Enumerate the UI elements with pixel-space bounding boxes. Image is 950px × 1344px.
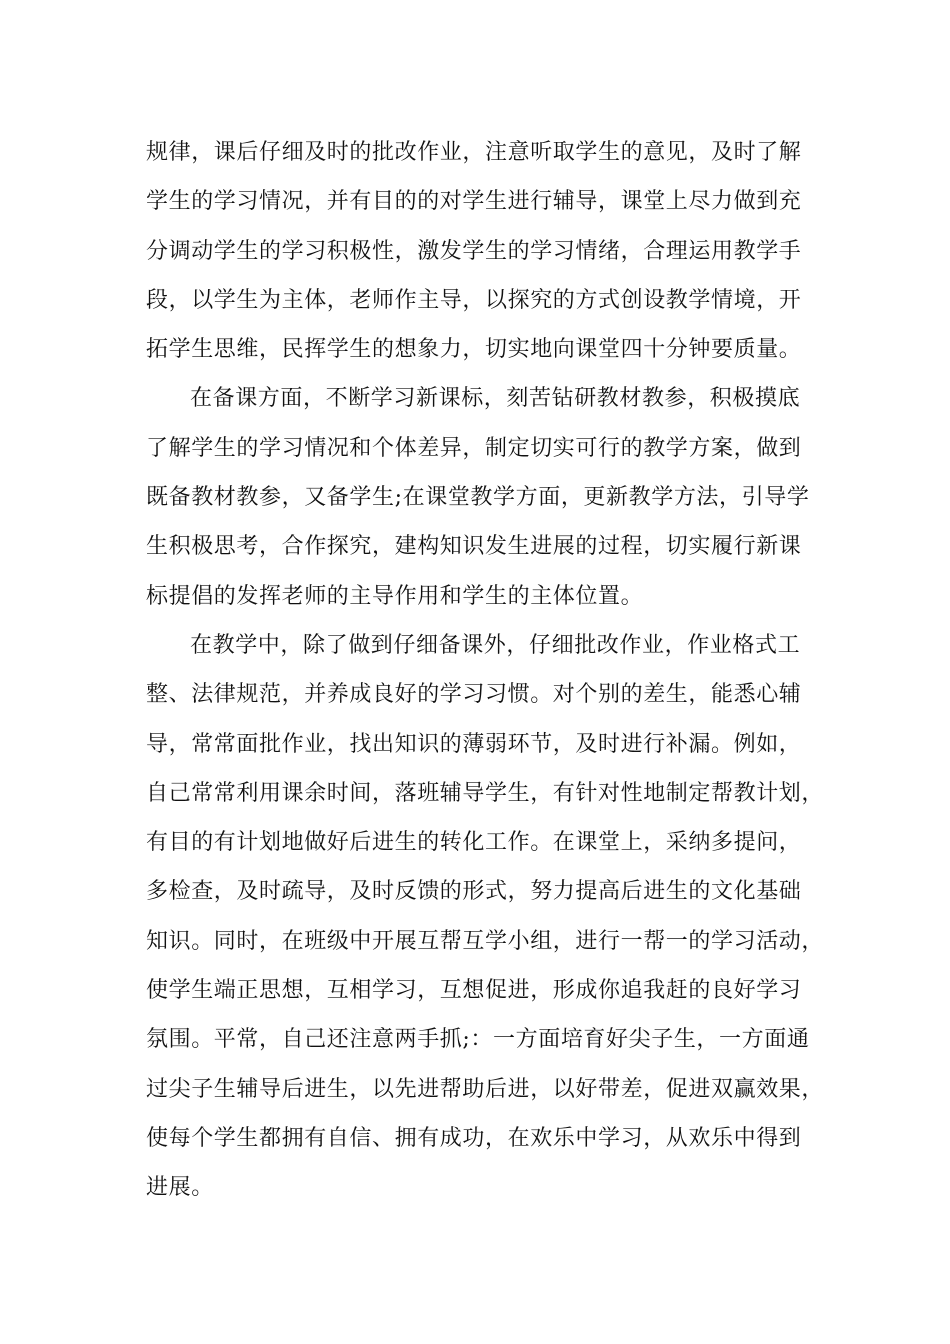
text-line: 有目的有计划地做好后进生的转化工作。在课堂上，采纳多提问， xyxy=(146,830,802,856)
text-line: 拓学生思维，民挥学生的想象力，切实地向课堂四十分钟要质量。 xyxy=(146,337,802,363)
text-line: 段，以学生为主体，老师作主导，以探究的方式创设教学情境，开 xyxy=(146,287,802,313)
text-line: 进展。 xyxy=(146,1175,214,1201)
paragraph-start-line: 在教学中，除了做到仔细备课外，仔细批改作业，作业格式工 xyxy=(190,632,801,658)
text-line: 生积极思考，合作探究，建构知识发生进展的过程，切实履行新课 xyxy=(146,534,802,560)
text-line: 氛围。平常，自己还注意两手抓;：一方面培育好尖子生，一方面通 xyxy=(146,1027,810,1053)
text-line: 知识。同时，在班级中开展互帮互学小组，进行一帮一的学习活动， xyxy=(146,928,825,954)
text-line: 整、法律规范，并养成良好的学习习惯。对个别的差生，能悉心辅 xyxy=(146,682,802,708)
text-line: 标提倡的发挥老师的主导作用和学生的主体位置。 xyxy=(146,583,644,609)
paragraph-start-line: 在备课方面，不断学习新课标，刻苦钻研教材教参，积极摸底 xyxy=(190,386,801,412)
text-line: 自己常常利用课余时间，落班辅导学生，有针对性地制定帮教计划， xyxy=(146,780,825,806)
text-line: 了解学生的学习情况和个体差异，制定切实可行的教学方案，做到 xyxy=(146,435,802,461)
text-line: 使每个学生都拥有自信、拥有成功，在欢乐中学习，从欢乐中得到 xyxy=(146,1125,802,1151)
text-line: 规律，课后仔细及时的批改作业，注意听取学生的意见，及时了解 xyxy=(146,140,802,165)
text-line: 使学生端正思想，互相学习，互想促进，形成你追我赶的良好学习 xyxy=(146,978,802,1004)
body-text xyxy=(146,133,826,1218)
text-line: 既备教材教参，又备学生;在课堂教学方面，更新教学方法，引导学 xyxy=(146,485,810,511)
text-line: 导，常常面批作业，找出知识的薄弱环节，及时进行补漏。例如， xyxy=(146,731,802,757)
text-line: 过尖子生辅导后进生，以先进帮助后进，以好带差，促进双赢效果， xyxy=(146,1076,825,1102)
text-line: 多检查，及时疏导，及时反馈的形式，努力提高后进生的文化基础 xyxy=(146,879,802,905)
text-line: 分调动学生的学习积极性，激发学生的学习情绪，合理运用教学手 xyxy=(146,238,802,264)
text-line: 学生的学习情况，并有目的的对学生进行辅导，课堂上尽力做到充 xyxy=(146,189,802,215)
